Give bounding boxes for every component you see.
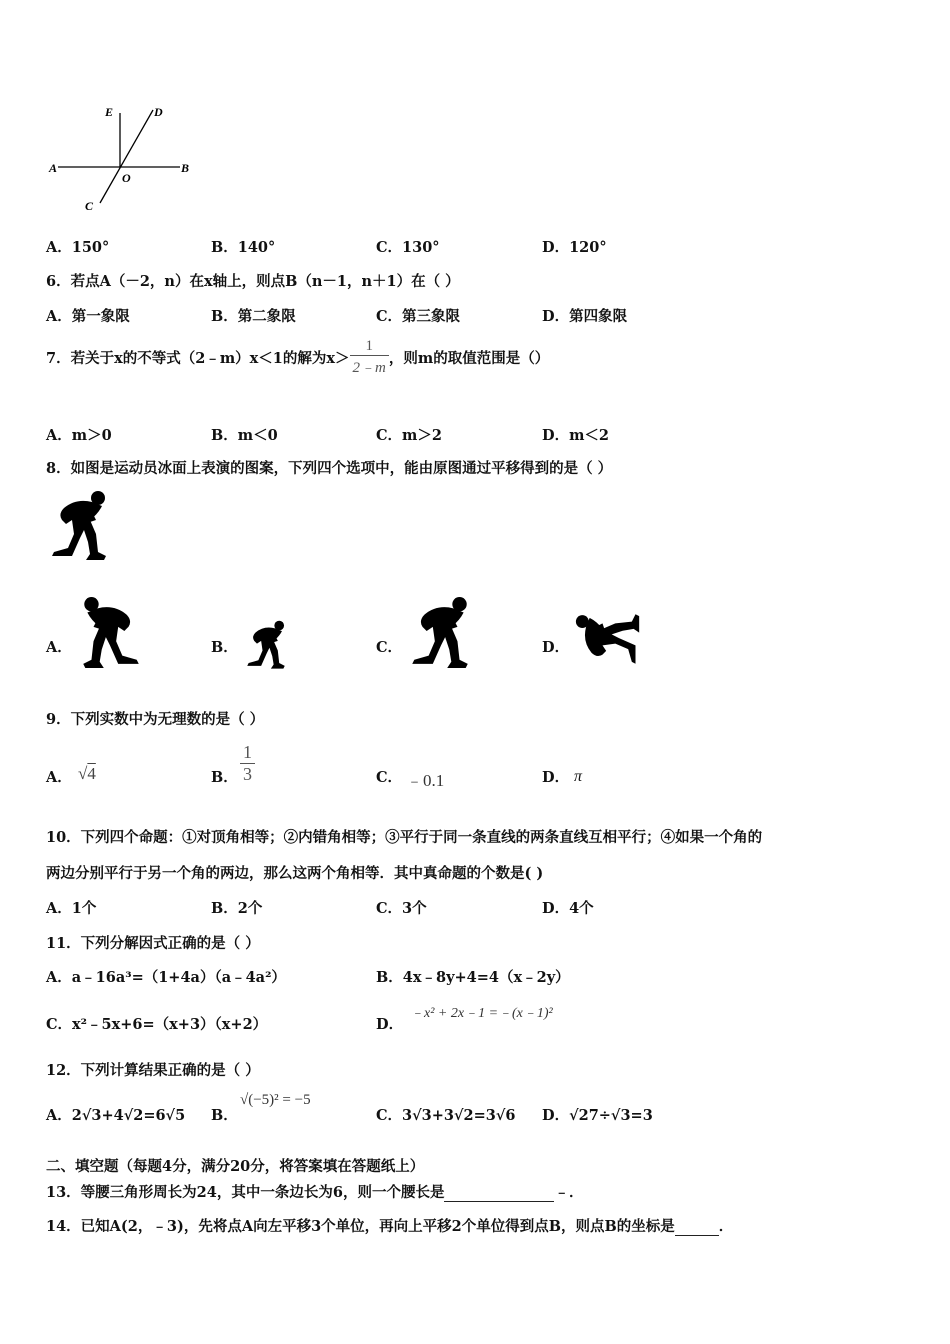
q6-option-c: C．第三象限	[376, 308, 461, 325]
q12-stem: 12．下列计算结果正确的是（ ）	[46, 1062, 260, 1079]
q6-option-a: A．第一象限	[46, 308, 130, 325]
q9-label-c: C．	[376, 769, 403, 786]
label-e: E	[105, 105, 114, 119]
q10-line2: 两边分别平行于另一个角的两边，那么这两个角相等．其中真命题的个数是( )	[46, 865, 544, 882]
q10-line1: 10．下列四个命题：①对顶角相等；②内错角相等；③平行于同一条直线的两条直线互相平行；④如果一个角的	[46, 829, 763, 846]
q6-stem: 6．若点A（－2，n）在x轴上，则点B（n－1，n＋1）在（ ）	[46, 273, 460, 290]
q12-option-c: C．3√3+3√2=3√6	[376, 1107, 516, 1124]
q10-option-b: B．2个	[211, 900, 263, 917]
q12-option-d: D．√27÷√3=3	[542, 1107, 653, 1124]
q13-text: 13．等腰三角形周长为24，其中一条边长为6，则一个腰长是 ﹣．	[46, 1184, 584, 1201]
q13-answer-blank[interactable]	[444, 1184, 554, 1202]
q8-option-a-figure[interactable]	[76, 596, 146, 670]
q8-option-d-figure[interactable]	[572, 606, 644, 672]
q7-stem: 7．若关于x的不等式（2﹣m）x＜1的解为x＞ $\frac{1}{2﹣m}$ ，则m的取值范围是（）	[46, 338, 550, 376]
q7-option-a: A．m＞0	[46, 427, 112, 444]
q10-option-a: A．1个	[46, 900, 97, 917]
q8-label-a: A．	[46, 639, 72, 656]
angle-figure	[40, 100, 210, 220]
q11-stem: 11．下列分解因式正确的是（ ）	[46, 935, 260, 952]
q6-option-d: D．第四象限	[542, 308, 628, 325]
q9-label-b: B．	[211, 769, 238, 786]
q11-option-a: A．a﹣16a³=（1+4a）（a﹣4a²）	[46, 969, 286, 986]
q10-option-d: D．4个	[542, 900, 594, 917]
q8-stem: 8．如图是运动员冰面上表演的图案，下列四个选项中，能由原图通过平移得到的是（ ）	[46, 460, 613, 477]
q7-option-c: C．m＞2	[376, 427, 442, 444]
label-o: O	[122, 171, 131, 185]
q11-option-c: C．x²﹣5x+6=（x+3）（x+2）	[46, 1016, 268, 1033]
q8-option-c-figure[interactable]	[406, 596, 474, 670]
label-a: A	[49, 161, 58, 175]
q14-text: 14．已知A(2，﹣3)，先将点A向左平移3个单位，再向上平移2个单位得到点B，则点B的坐标是 ．	[46, 1218, 734, 1235]
label-d: D	[154, 105, 163, 119]
q12-option-b-expr: √(−5)² = −5	[240, 1092, 311, 1108]
q9-option-c-expr: ﹣0.1	[406, 771, 445, 790]
q9-label-a: A．	[46, 769, 72, 786]
q8-option-b-figure[interactable]	[242, 620, 290, 670]
line-cd	[100, 110, 153, 203]
q11-option-d-expr: ﹣x² + 2x﹣1 =﹣(x﹣1)²	[410, 1006, 553, 1021]
q9-label-d: D．	[542, 769, 570, 786]
q9-option-b-expr: $\frac{1}{3}$	[240, 742, 255, 785]
q5-option-d: D．120°	[542, 239, 607, 256]
q8-label-c: C．	[376, 639, 403, 656]
section2-title: 二、填空题（每题4分，满分20分，将答案填在答题纸上）	[46, 1158, 425, 1175]
label-b: B	[181, 161, 190, 175]
q9-stem: 9．下列实数中为无理数的是（ ）	[46, 711, 265, 728]
q5-option-b: B．140°	[211, 239, 276, 256]
q8-label-b: B．	[211, 639, 238, 656]
q9-option-d-expr: π	[574, 768, 583, 785]
q5-option-a: A．150°	[46, 239, 110, 256]
q6-option-b: B．第二象限	[211, 308, 296, 325]
q12-label-b: B．	[211, 1107, 238, 1124]
q5-option-c: C．130°	[376, 239, 440, 256]
q11-option-b: B．4x﹣8y+4=4（x﹣2y）	[376, 969, 570, 986]
q11-label-d: D．	[376, 1016, 404, 1033]
q7-option-b: B．m＜0	[211, 427, 278, 444]
q8-label-d: D．	[542, 639, 570, 656]
q7-fraction: $\frac{1}{2﹣m}$	[350, 338, 389, 377]
q14-answer-blank[interactable]	[675, 1218, 719, 1236]
q9-option-a-expr: √4	[78, 764, 96, 783]
label-c: C	[85, 199, 94, 213]
q8-original-figure	[46, 490, 112, 562]
q7-option-d: D．m＜2	[542, 427, 610, 444]
q10-option-c: C．3个	[376, 900, 427, 917]
q12-option-a: A．2√3+4√2=6√5	[46, 1107, 186, 1124]
